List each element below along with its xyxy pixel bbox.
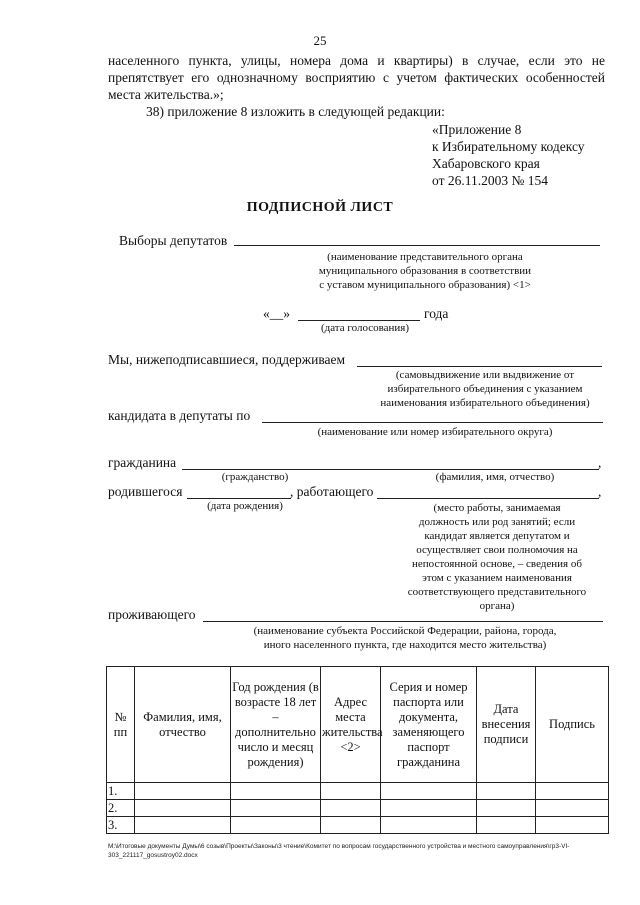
- cell-fio: [135, 800, 231, 817]
- table-row: [107, 800, 609, 817]
- candidate-note: (наименование или номер избирательного округа): [317, 426, 553, 438]
- paragraph-line: 38) приложение 8 изложить в следующей редакции:: [146, 104, 445, 119]
- cell-signature: [536, 817, 609, 834]
- column-header-passport: Серия и номер паспорта или документа, заменяющего паспорт гражданина: [381, 667, 477, 783]
- cell-address: [321, 800, 381, 817]
- born-label: родившегося: [108, 484, 183, 499]
- column-header-address: Адрес места жительства <2>: [321, 667, 381, 783]
- cell-signature: [536, 783, 609, 800]
- column-header-birth-year: Год рождения (в возрасте 18 лет – дополнительно число и месяц рождения): [231, 667, 321, 783]
- cell-sign-date: [477, 817, 536, 834]
- paragraph-line: места жительства.»;: [108, 87, 224, 102]
- cell-passport: [381, 800, 477, 817]
- working-label: , работающего: [290, 484, 374, 499]
- cell-sign-date: [477, 783, 536, 800]
- row-number: 2.: [107, 800, 135, 817]
- cell-signature: [536, 800, 609, 817]
- column-header-sign-date: Дата внесения подписи: [477, 667, 536, 783]
- cell-sign-date: [477, 800, 536, 817]
- page-number: 25: [313, 33, 327, 48]
- date-note: (дата голосования): [320, 322, 410, 334]
- birthdate-note: (дата рождения): [207, 500, 283, 512]
- elections-line: [234, 245, 600, 246]
- column-header-fio: Фамилия, имя, отчество: [135, 667, 231, 783]
- cell-fio: [135, 783, 231, 800]
- cell-birth-year: [231, 817, 321, 834]
- table-row: [107, 817, 609, 834]
- cell-birth-year: [231, 783, 321, 800]
- row-number: 3.: [107, 817, 135, 834]
- table-row: [107, 783, 609, 800]
- candidate-label: кандидата в депутаты по: [108, 408, 251, 423]
- working-line: [377, 498, 599, 499]
- paragraph-line: препятствует его однозначному восприятию с учетом фактических особенностей: [108, 70, 605, 85]
- cell-address: [321, 817, 381, 834]
- cell-fio: [135, 817, 231, 834]
- cell-birth-year: [231, 800, 321, 817]
- support-note: (самовыдвижение или выдвижение от избирательного объединения с указанием наименования избирательного объединения): [380, 369, 590, 409]
- citizenship-note: (гражданство): [221, 471, 289, 483]
- table-header-row: [107, 667, 609, 783]
- elections-label: Выборы депутатов: [119, 233, 228, 248]
- date-suffix: года: [424, 306, 449, 321]
- appendix-line: Хабаровского края: [432, 156, 540, 171]
- residing-line: [203, 621, 603, 622]
- appendix-line: «Приложение 8: [432, 122, 522, 137]
- fio-note: (фамилия, имя, отчество): [435, 471, 555, 483]
- elections-note: (наименование представительного органа муниципального образования в соответствии с уставом муниципального образования) <1>: [318, 251, 532, 291]
- candidate-line: [262, 422, 603, 423]
- signature-table: [106, 666, 609, 834]
- column-header-signature: Подпись: [536, 667, 609, 783]
- footer-file-path: M:\Итоговые документы Думы\6 созыв\Проекты\Законы\3 чтение\Комитет по вопросам государственного устройства и местного самоуправления\гр3-VI-303_221117_gosustroy02.docx: [108, 843, 570, 859]
- cell-passport: [381, 817, 477, 834]
- row-number: 1.: [107, 783, 135, 800]
- paragraph-line: населенного пункта, улицы, номера дома и квартиры) в случае, если это не: [108, 53, 605, 68]
- support-label: Мы, нижеподписавшиеся, поддерживаем: [108, 352, 346, 367]
- working-comma: ,: [598, 484, 602, 499]
- date-quote: «__»: [263, 306, 290, 321]
- residing-note: (наименование субъекта Российской Федерации, района, города, иного населенного пункта, где находится место жительства): [253, 625, 557, 651]
- citizen-comma: ,: [598, 455, 602, 470]
- cell-address: [321, 783, 381, 800]
- support-line: [357, 366, 602, 367]
- cell-passport: [381, 783, 477, 800]
- document-title: ПОДПИСНОЙ ЛИСТ: [246, 200, 394, 215]
- citizen-label: гражданина: [108, 455, 177, 470]
- appendix-line: от 26.11.2003 № 154: [432, 173, 548, 188]
- residing-label: проживающего: [108, 607, 196, 622]
- appendix-line: к Избирательному кодексу: [432, 139, 585, 154]
- column-header-number: № пп: [107, 667, 135, 783]
- work-note: (место работы, занимаемая должность или род занятий; если кандидат является депутатом и осуществляет свои полномочия на непостоянной основе, – сведения об этом с указанием наименования соответствующего представительного органа): [407, 502, 587, 612]
